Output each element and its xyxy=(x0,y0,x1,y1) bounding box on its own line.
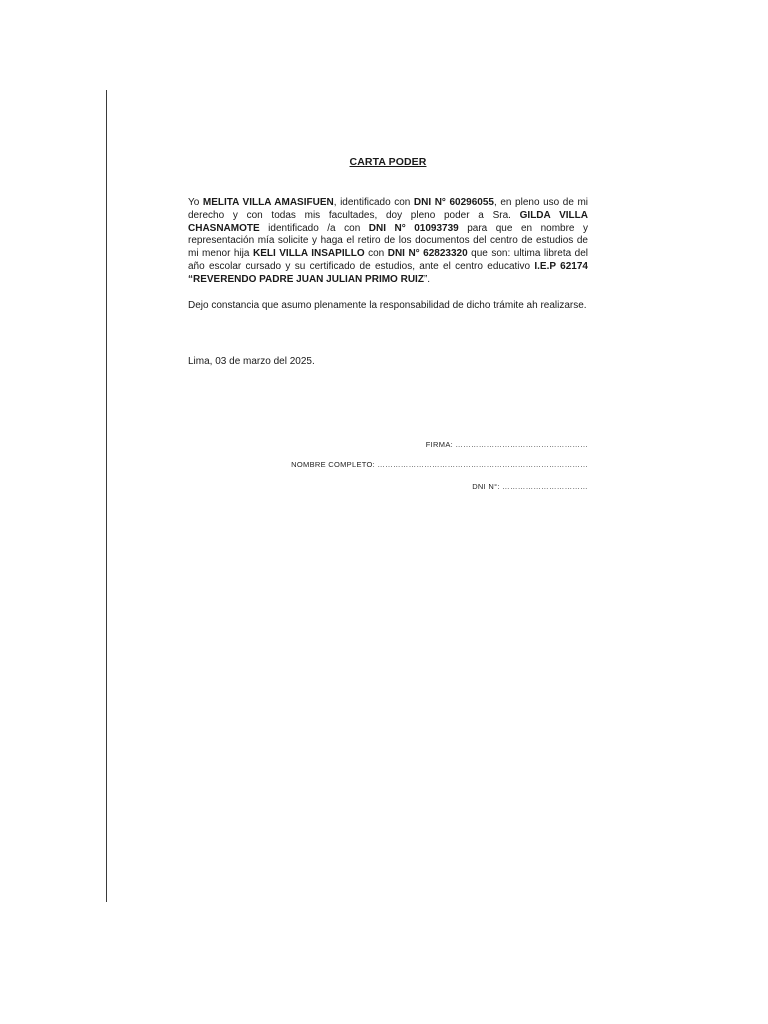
signature-firma-line: FIRMA: …………………………………………… xyxy=(425,440,588,449)
grantor-name: MELITA VILLA AMASIFUEN xyxy=(202,197,334,208)
child-dni: DNI N° 62823320 xyxy=(387,248,468,260)
constancia-paragraph: Dejo constancia que asumo plenamente la responsabilidad de dicho trámite ah realizarse. xyxy=(188,300,587,311)
text-yo: Yo xyxy=(188,197,203,208)
signature-dni-line: DNI N°: …………………………… xyxy=(472,482,588,491)
school-name: I.E.P 62174 “REVERENDO PADRE JUAN JULIAN PRIMO RUIZ xyxy=(188,260,588,285)
text-identificado: , identificado con xyxy=(333,197,414,208)
text-identificado-a: identificado /a con xyxy=(259,222,369,234)
grantor-dni: DNI N° 60296055 xyxy=(413,197,494,208)
document-title: CARTA PODER xyxy=(349,156,427,168)
text-facultades: , en pleno uso de mi derecho y con todas mis facultades, doy pleno poder a Sra. xyxy=(188,197,589,221)
place-date: Lima, 03 de marzo del 2025. xyxy=(188,356,315,367)
body-paragraph xyxy=(188,197,588,287)
text-end: ”. xyxy=(423,273,431,285)
page-margin-line xyxy=(106,90,107,902)
child-name: KELI VILLA INSAPILLO xyxy=(252,248,365,260)
text-documentos: que son: ultima libreta del año escolar cursado y su certificado de estudios, ante el centro educativo xyxy=(188,248,589,272)
text-representacion: para que en nombre y representación mía solicite y haga el retiro de los documentos del centro de estudios de mi menor hija xyxy=(188,222,588,260)
agent-name: GILDA VILLA CHASNAMOTE xyxy=(188,209,588,234)
signature-nombre-line: NOMBRE COMPLETO: ……………………………………………………………………… xyxy=(291,460,588,469)
text-con: con xyxy=(364,248,388,260)
agent-dni: DNI N° 01093739 xyxy=(368,222,459,234)
